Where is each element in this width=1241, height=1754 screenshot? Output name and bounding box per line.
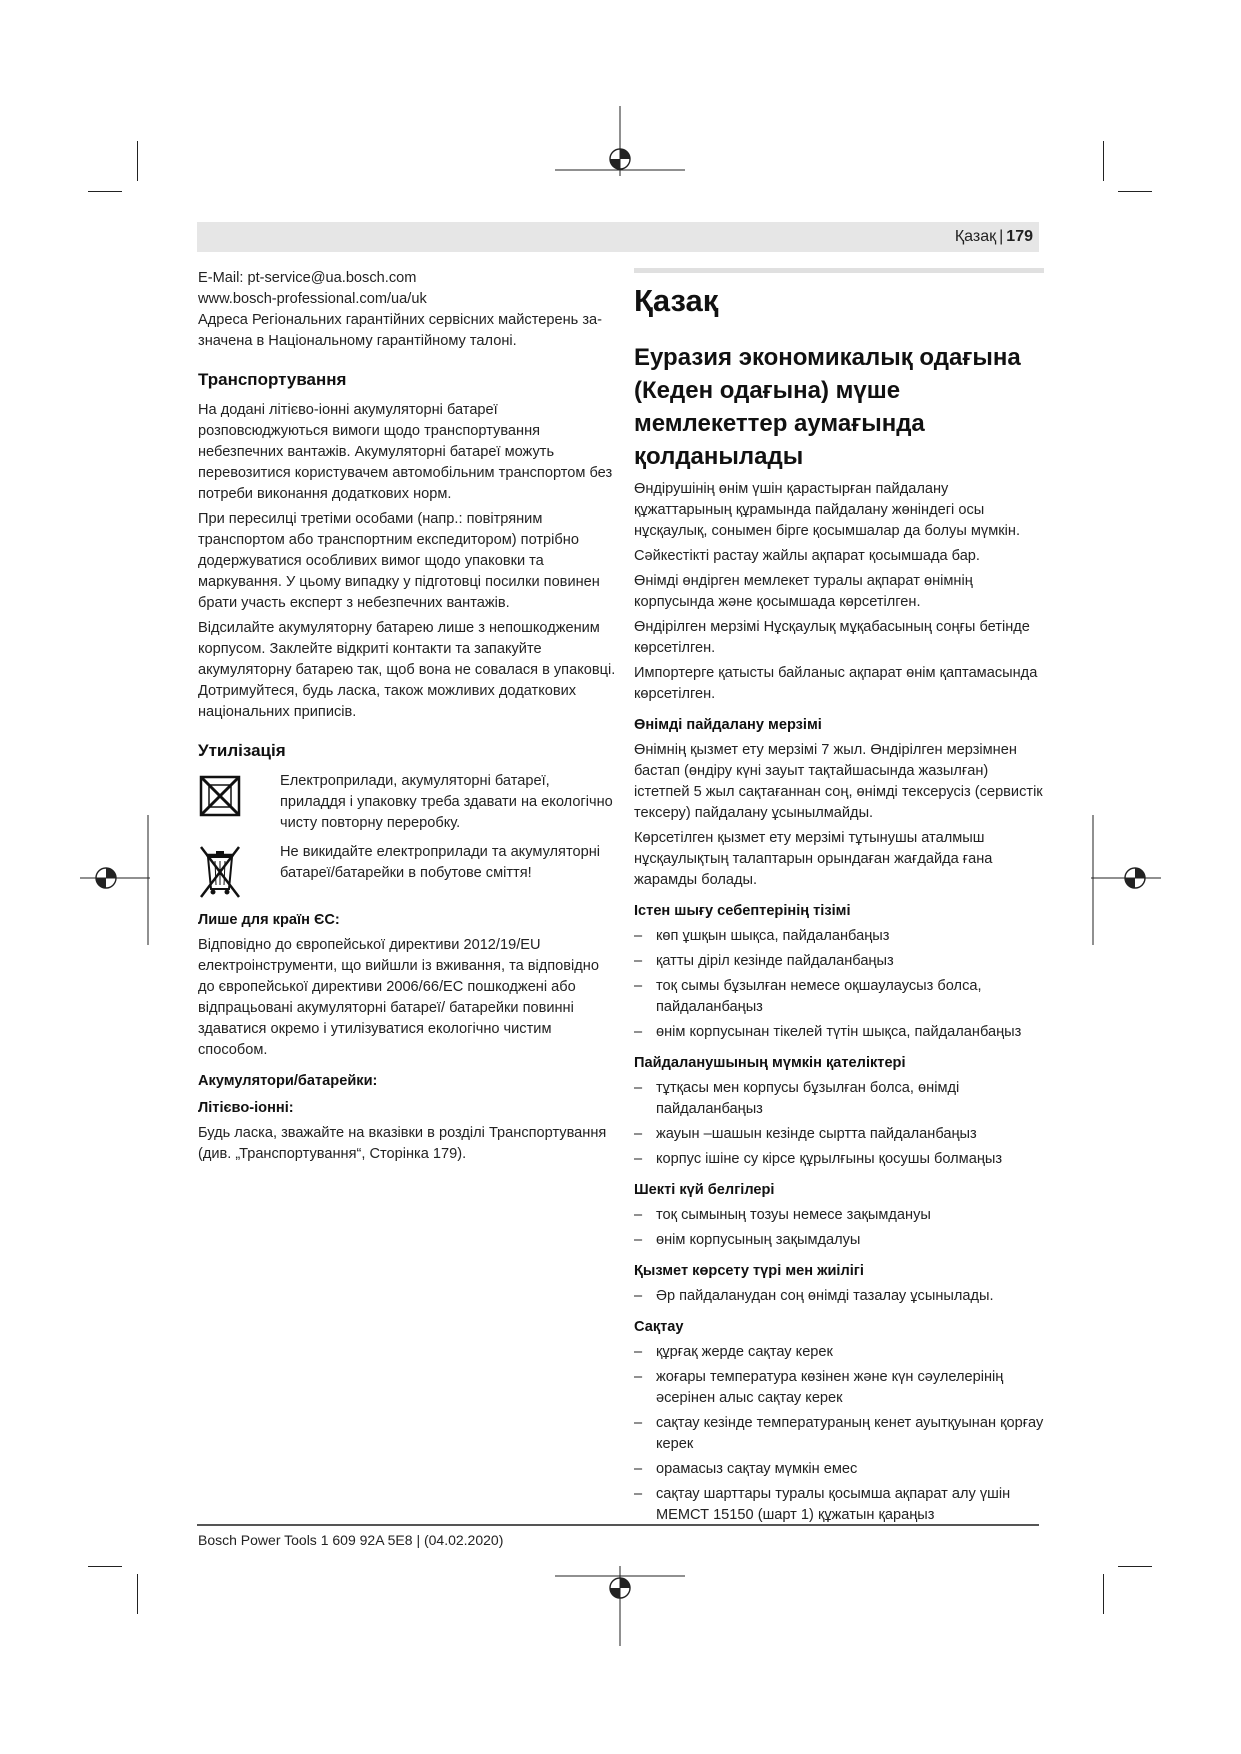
list-item: – құрғақ жерде сақтау керек xyxy=(634,1342,1044,1363)
footer-rule xyxy=(197,1524,1039,1526)
registration-mark-right xyxy=(1091,815,1161,955)
disposal-item xyxy=(198,771,618,834)
registration-mark-left xyxy=(80,815,150,955)
service-list xyxy=(634,1286,1044,1307)
recycle-packaging-icon xyxy=(198,771,242,823)
life-paragraph: Көрсетілген қызмет ету мерзімі тұтынушы аталмыш нұсқаулықтың талаптарын орындаған жағдайда ғана жарамды болады. xyxy=(634,830,993,888)
eu-heading: Лише для країн ЄС: xyxy=(198,912,340,928)
list-item: – жауын –шашын кезінде сыртта пайдаланбаңыз xyxy=(634,1124,1044,1145)
crop-mark xyxy=(1118,1566,1152,1567)
transport-paragraph: Відсилайте акумуляторну батарею лише з непошкодженим корпусом. Заклейте відкриті контакти та запакуйте акумуляторну батарею так, щоб вона не совалася в упаковці. Дотримуйтеся, будь ласка, також можливих додаткових національних приписів. xyxy=(198,620,616,720)
left-column xyxy=(198,268,618,1169)
disposal-item xyxy=(198,842,618,900)
intro-paragraph: Өндірушінің өнім үшін қарастырған пайдалану құжаттарының құрамында пайдалану жөніндегі осы нұсқаулық, сонымен бірге қосымшалар да болуы мүмкін. xyxy=(634,481,1020,539)
language-title: Қазақ xyxy=(634,283,719,318)
crop-mark xyxy=(137,1574,138,1614)
list-item: – тоқ сымы бұзылған немесе оқшаулаусыз болса, пайдаланбаңыз xyxy=(634,976,1044,1018)
transport-paragraph: На додані літієво-іонні акумуляторні батареї розповсюджуються вимоги щодо транспортування небезпечних вантажів. Акумуляторні батареї можуть перевозитися користувачем автомобільним транспортом без потреби виконання додаткових норм. xyxy=(198,402,613,502)
list-item: – жоғары температура көзінен және күн сәулелерінің әсерінен алыс сақтау керек xyxy=(634,1367,1044,1409)
list-item: – өнім корпусының зақымдалуы xyxy=(634,1230,1044,1251)
list-item: – Әр пайдаланудан соң өнімді тазалау ұсынылады. xyxy=(634,1286,1044,1307)
intro-paragraph: Өндірілген мерзімі Нұсқаулық мұқабасының соңғы бетінде көрсетілген. xyxy=(634,619,1030,656)
failure-heading: Істен шығу себептерінің тізімі xyxy=(634,903,851,919)
li-ion-text: Будь ласка, зважайте на вказівки в розділі Транспортування (див. „Транспортування“, Сторінка 179). xyxy=(198,1125,607,1162)
header-section: Қазақ xyxy=(954,228,997,245)
list-item: – тоқ сымының тозуы немесе зақымдануы xyxy=(634,1205,1044,1226)
crossed-bin-icon xyxy=(198,842,242,900)
main-title: Еуразия экономикалық одағына (Кеден одағына) мүше мемлекеттер аумағында қолданылады xyxy=(634,344,1021,470)
contact-email: E-Mail: pt-service@ua.bosch.com xyxy=(198,270,417,286)
disposal-text: Електроприлади, акумуляторні батареї, приладдя і упаковку треба здавати на екологічно чисту повторну переробку. xyxy=(280,773,613,831)
errors-heading: Пайдаланушының мүмкін қателіктері xyxy=(634,1055,906,1071)
section-rule xyxy=(634,268,1044,273)
list-item: – өнім корпусынан тікелей түтін шықса, пайдаланбаңыз xyxy=(634,1022,1044,1043)
registration-mark-top xyxy=(555,106,685,186)
failure-list xyxy=(634,926,1044,1043)
list-item: – көп ұшқын шықса, пайдаланбаңыз xyxy=(634,926,1044,947)
crop-mark xyxy=(1103,1574,1104,1614)
transport-heading: Транспортування xyxy=(198,370,347,389)
header-text: Қазақ | 179 xyxy=(954,228,1033,245)
disposal-heading: Утилізація xyxy=(198,741,286,760)
limits-heading: Шекті күй белгілері xyxy=(634,1182,775,1198)
list-item: – орамасыз сақтау мүмкін емес xyxy=(634,1459,1044,1480)
crop-mark xyxy=(88,1566,122,1567)
disposal-text: Не викидайте електроприлади та акумуляторні батареї/батарейки в побутове сміття! xyxy=(280,844,601,881)
page-header xyxy=(197,222,1039,252)
list-item: – корпус ішіне су кірсе құрылғыны қосушы болмаңыз xyxy=(634,1149,1044,1170)
limits-list xyxy=(634,1205,1044,1251)
life-paragraph: Өнімнің қызмет ету мерзімі 7 жыл. Өндірілген мерзімнен бастап (өндіру күні зауыт тақтайшасында жазылған) істетпей 5 жыл сақтағаннан соң, өнімді тексерусіз (сервистік тексеру) пайдалану ұсынылмайды. xyxy=(634,742,1043,821)
eu-text: Відповідно до європейської директиви 2012/19/EU електроінструменти, що вийшли із вживання, та відповідно до європейської директиви 2006/66/EC пошкоджені або відпрацьовані акумуляторні батареї/ батарейки повинні здаватися окремо і утилізуватися екологічно чистим способом. xyxy=(198,937,599,1058)
intro-paragraph: Өнімді өндірген мемлекет туралы ақпарат өнімнің корпусында және қосымшада көрсетілген. xyxy=(634,573,973,610)
storage-heading: Сақтау xyxy=(634,1319,684,1335)
crop-mark xyxy=(137,141,138,181)
crop-mark xyxy=(1118,191,1152,192)
crop-mark xyxy=(88,191,122,192)
list-item: – қатты діріл кезінде пайдаланбаңыз xyxy=(634,951,1044,972)
right-column xyxy=(634,268,1044,1530)
life-heading: Өнімді пайдалану мерзімі xyxy=(634,717,822,733)
errors-list xyxy=(634,1078,1044,1170)
contact-note: Адреса Регіональних гарантійних сервісних майстерень за- значена в Національному гарантійному талоні. xyxy=(198,312,602,349)
contact-web: www.bosch-professional.com/ua/uk xyxy=(198,291,427,307)
page-footer: Bosch Power Tools 1 609 92A 5E8 | (04.02.2020) xyxy=(198,1532,504,1548)
crop-mark xyxy=(1103,141,1104,181)
li-ion-heading: Літієво-іонні: xyxy=(198,1100,294,1116)
transport-paragraph: При пересилці третіми особами (напр.: повітряним транспортом або транспортним експедитором) потрібно додержуватися особливих вимог щодо упаковки та маркування. У цьому випадку у підготовці посилки повинен брати участь експерт з небезпечних вантажів. xyxy=(198,511,600,611)
storage-list xyxy=(634,1342,1044,1526)
list-item: – тұтқасы мен корпусы бұзылған болса, өнімді пайдаланбаңыз xyxy=(634,1078,1044,1120)
registration-mark-bottom xyxy=(555,1566,685,1646)
list-item: – сақтау кезінде температураның кенет ауытқуынан қорғау керек xyxy=(634,1413,1044,1455)
intro-paragraph: Сәйкестікті растау жайлы ақпарат қосымшада бар. xyxy=(634,548,980,564)
batteries-heading: Акумулятори/батарейки: xyxy=(198,1073,378,1089)
list-item: – сақтау шарттары туралы қосымша ақпарат алу үшін МЕМСТ 15150 (шарт 1) құжатын қараңыз xyxy=(634,1484,1044,1526)
intro-paragraph: Импортерге қатысты байланыс ақпарат өнім қаптамасында көрсетілген. xyxy=(634,665,1038,702)
page-number: 179 xyxy=(1006,228,1033,245)
service-heading: Қызмет көрсету түрі мен жиілігі xyxy=(634,1263,864,1279)
